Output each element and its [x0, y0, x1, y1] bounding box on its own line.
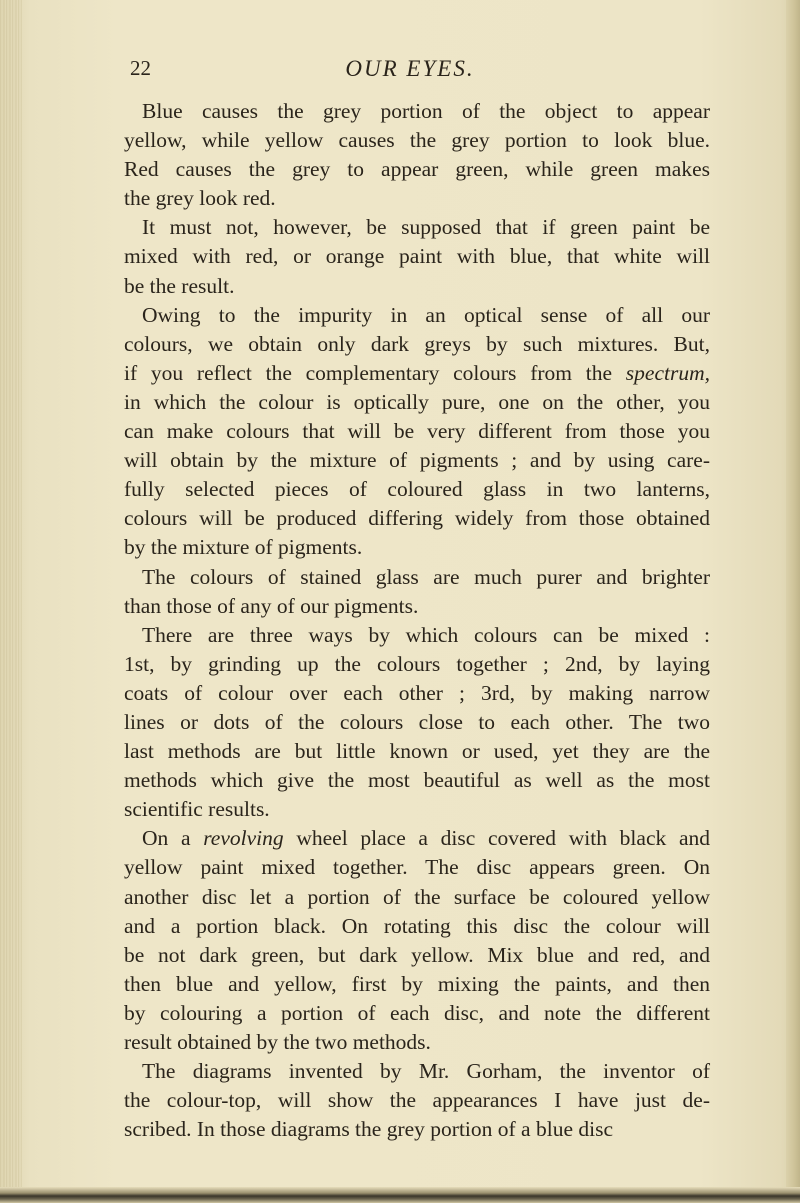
text-line: be the result. [124, 273, 235, 298]
text-line: than those of any of our pigments. [124, 593, 419, 618]
italic-term: spectrum, [625, 360, 710, 385]
text-line: Blue causes the grey portion of the object to appear [142, 99, 710, 123]
text-segment: On a [142, 826, 204, 851]
text-line: last methods are but little known or used, yet they are the [124, 739, 710, 764]
text-line: the grey look red. [124, 186, 276, 211]
text-line: lines or dots of the colours close to each other. The two [124, 709, 710, 734]
text-line: fully selected pieces of coloured glass in two lanterns, [124, 477, 710, 502]
text-line: by the mixture of pigments. [124, 535, 363, 560]
text-line: Red causes the grey to appear green, while green makes [124, 157, 710, 182]
text-line: another disc let a portion of the surface be coloured yellow [124, 884, 710, 909]
text-line: colours, we obtain only dark greys by such mixtures. But, [124, 331, 710, 356]
italic-term: revolving [203, 826, 284, 851]
body-text [124, 97, 710, 1144]
text-line: colours will be produced differing widely from those obtained [124, 506, 710, 531]
text-line: It must not, however, be supposed that if green paint be [142, 215, 710, 240]
text-line: The diagrams invented by Mr. Gorham, the inventor of [142, 1059, 710, 1084]
text-line: methods which give the most beautiful as well as the most [124, 768, 710, 793]
text-line: will obtain by the mixture of pigments ; and by using care- [124, 448, 710, 473]
text-line: in which the colour is optically pure, one on the other, you [124, 389, 710, 414]
page-number: 22 [130, 56, 151, 80]
text-line: mixed with red, or orange paint with blue, that white will [124, 244, 710, 269]
text-line: scientific results. [124, 797, 270, 822]
page-header [130, 56, 690, 86]
text-line: The colours of stained glass are much purer and brighter [142, 564, 710, 589]
text-line: There are three ways by which colours can be mixed : [142, 622, 710, 647]
text-line: then blue and yellow, first by mixing the paints, and then [124, 971, 710, 996]
page-right-edge [786, 0, 800, 1203]
text-line: scribed. In those diagrams the grey portion of a blue disc [124, 1117, 613, 1142]
text-line: can make colours that will be very different from those you [124, 419, 710, 444]
text-line: result obtained by the two methods. [124, 1030, 431, 1054]
page-bottom-edge [0, 1187, 800, 1203]
text-line: and a portion black. On rotating this disc the colour will [124, 913, 710, 938]
text-line: be not dark green, but dark yellow. Mix blue and red, and [124, 942, 710, 967]
text-line: the colour-top, will show the appearances I have just de- [124, 1088, 710, 1113]
text-segment: wheel place a disc covered with black and [283, 826, 710, 851]
page-gutter-edge [0, 0, 22, 1203]
text-line [124, 824, 710, 853]
text-line [124, 359, 710, 388]
text-line: yellow paint mixed together. The disc appears green. On [124, 855, 710, 880]
text-line: by colouring a portion of each disc, and note the different [124, 1000, 710, 1025]
text-line: coats of colour over each other ; 3rd, by making narrow [124, 680, 710, 705]
text-line: 1st, by grinding up the colours together ; 2nd, by laying [124, 651, 710, 676]
text-segment: if you reflect the complementary colours from the [124, 360, 626, 385]
text-line: Owing to the impurity in an optical sense of all our [142, 302, 710, 327]
running-title: OUR EYES. [345, 56, 475, 81]
text-line: yellow, while yellow causes the grey portion to look blue. [124, 128, 710, 153]
